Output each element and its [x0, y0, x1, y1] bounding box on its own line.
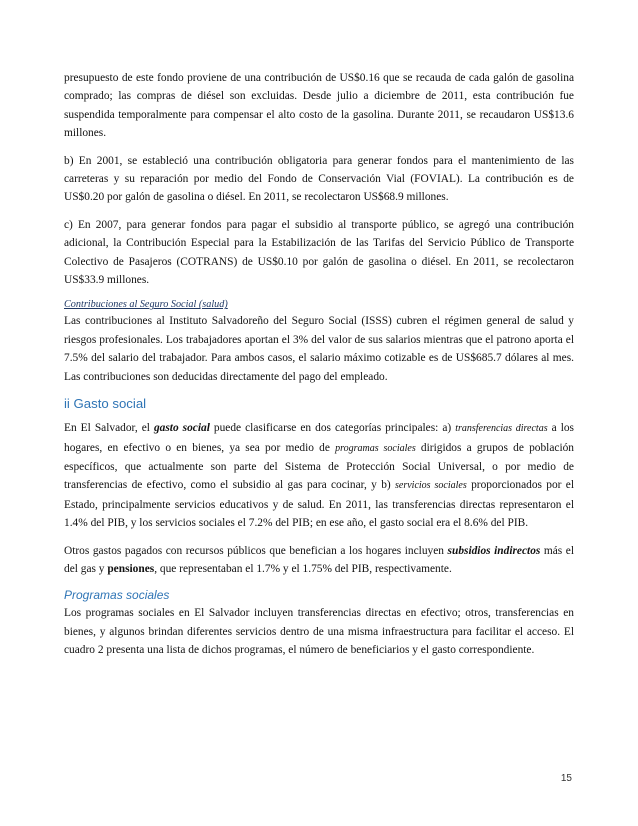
term-transferencias-directas: transferencias directas: [455, 423, 548, 435]
text-run: En El Salvador, el: [64, 422, 154, 435]
text-run: dirigidos a grupos de población específicos, que actualmente son parte del Sistema de Protección Social Universal, o por medio de transferencias de efectivo, como el subsidio al gas para cocinar, y b): [64, 441, 574, 492]
text-run: , que representaban el 1.7% y el 1.75% del PIB, respectivamente.: [154, 562, 452, 575]
text-run: proporcionados por el Estado, principalmente servicios educativos y de salud. En 2011, las transferencias directas representaron el 1.4% del PIB, y los servicios sociales el 7.2% del PIB; en ese año, el gasto social era el 8.6% del PIB.: [64, 479, 575, 530]
term-gasto-social: gasto social: [153, 422, 210, 435]
text-run: más el del gas y: [64, 544, 575, 575]
heading-seguro-social: Contribuciones al Seguro Social (salud): [64, 299, 228, 311]
paragraph-programas-sociales: Los programas sociales en El Salvador incluyen transferencias directas en efectivo; otros, transferencias en bienes, y algunos brindan diferentes servicios dentro de una misma infraestructura para facilitar el acceso. El cuadro 2 presenta una lista de dichos programas, el número de beneficiarios y el gasto correspondiente.: [64, 607, 574, 657]
paragraph-cotrans: c) En 2007, para generar fondos para pagar el subsidio al transporte público, se agregó una contribución adicional, la Contribución Especial para la Estabilización de las Tarifas del Servicio Público de Transporte Colectivo de Pasajeros (COTRANS) de US$0.10 por galón de gasolina o diésel. En 2011, se recolectaron US$33.9 millones.: [64, 218, 574, 287]
paragraph-fovial: b) En 2001, se estableció una contribución obligatoria para generar fondos para el mantenimiento de las carreteras y su reparación por medio del Fondo de Conservación Vial (FOVIAL). La contribución es de US$0.20 por galón de gasolina o diésel. En 2011, se recolectaron US$68.9 millones.: [64, 154, 574, 204]
paragraph-fondo-gasolina: presupuesto de este fondo proviene de una contribución de US$0.16 que se recauda de cada galón de gasolina comprado; las compras de diésel son excluidas. Desde julio a diciembre de 2011, esta contribución fue suspendida temporalmente para compensar el alto costo de la gasolina. Durante 2011, se recaudaron US$13.6 millones.: [64, 72, 574, 140]
paragraph-otros-gastos: [64, 542, 574, 579]
section-title-gasto-social: ii Gasto social: [64, 396, 147, 412]
paragraph-isss: Las contribuciones al Instituto Salvadoreño del Seguro Social (ISSS) cubren el régimen general de salud y riesgos profesionales. Los trabajadores aportan el 3% del valor de sus salarios mientras que el patrono aporta el 7.5% del salario del trabajador. Para ambos casos, el salario máximo cotizable es de US$685.7 dólares al mes. Las contribuciones son deducidas directamente del pago del empleado.: [64, 315, 574, 383]
page-content: [64, 69, 574, 669]
heading-programas-sociales: Programas sociales: [64, 588, 170, 603]
text-run: Otros gastos pagados con recursos públicos que benefician a los hogares incluyen: [64, 544, 448, 557]
page-number: 15: [560, 773, 572, 784]
text-run: a los hogares, en efectivo o en bienes, ya sea por medio de: [64, 422, 574, 454]
term-servicios-sociales: servicios sociales: [395, 480, 467, 492]
paragraph-gasto-social: [64, 419, 574, 532]
term-programas-sociales: programas sociales: [335, 442, 416, 454]
text-run: puede clasificarse en dos categorías principales: a): [209, 422, 456, 435]
term-subsidios-indirectos: subsidios indirectos: [447, 544, 541, 557]
term-pensiones: pensiones: [107, 562, 155, 575]
